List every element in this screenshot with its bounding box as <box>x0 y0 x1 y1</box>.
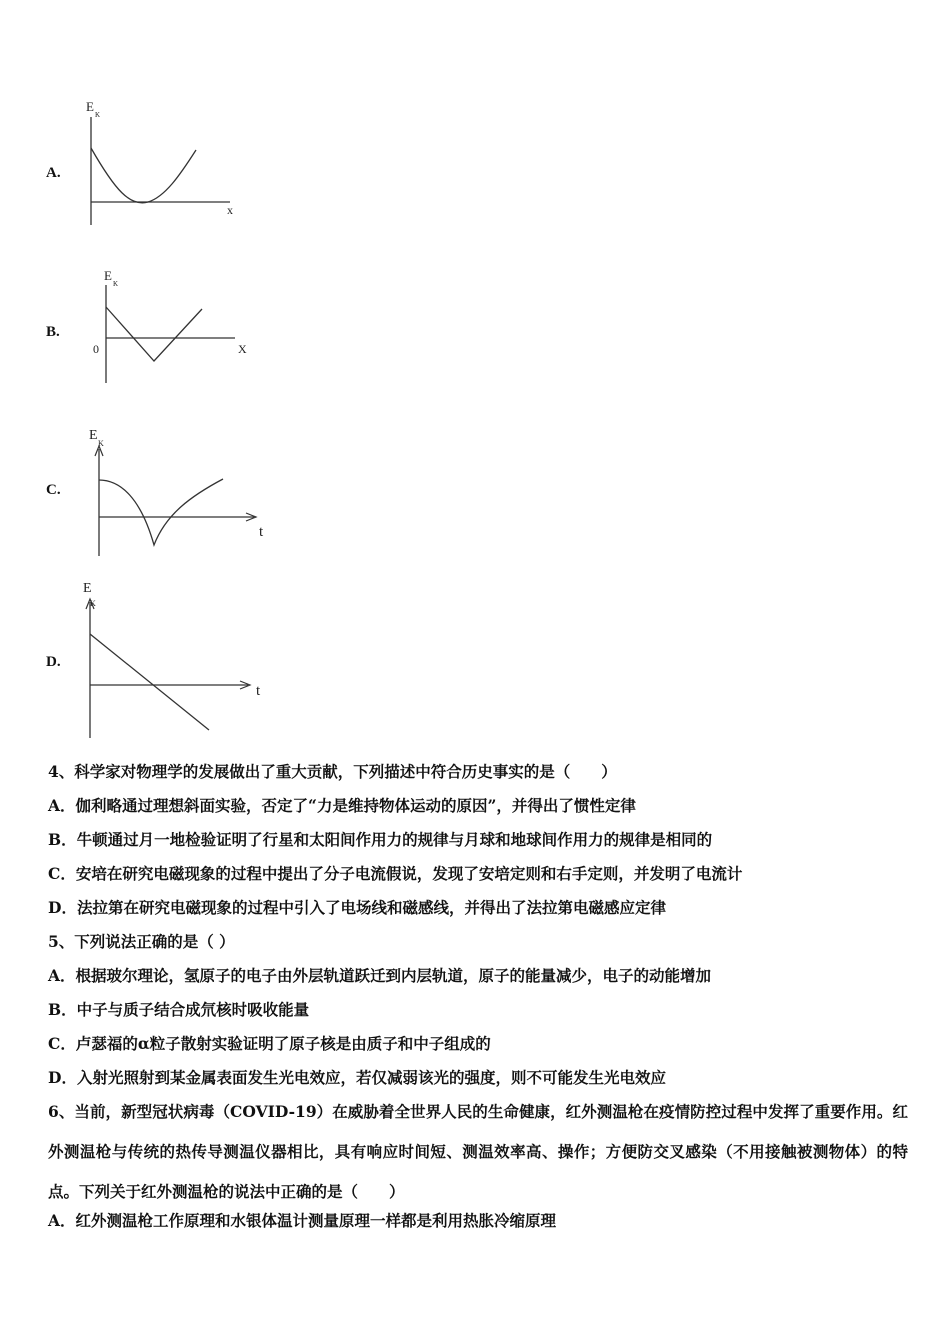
y-axis-label: E <box>89 428 98 443</box>
q5-option-d: D．入射光照射到某金属表面发生光电效应，若仅减弱该光的强度，则不可能发生光电效应 <box>48 1068 666 1087</box>
x-axis-label: t <box>259 524 264 540</box>
x-axis-label: X <box>238 342 247 356</box>
q5-option-c: C．卢瑟福的α粒子散射实验证明了原子核是由质子和中子组成的 <box>48 1034 491 1053</box>
ek-curve <box>99 479 223 545</box>
q5-option-a: A．根据玻尔理论，氢原子的电子由外层轨道跃迁到内层轨道，原子的能量减少，电子的动能增加 <box>48 966 712 985</box>
x-axis-label: x <box>227 203 233 217</box>
q5-stem: 5、下列说法正确的是（ ） <box>48 932 235 951</box>
q6-stem: 6、当前，新型冠状病毒（COVID-19）在威胁着全世界人民的生命健康，红外测温枪在疫情防控过程中发挥了重要作用。红外测温枪与传统的热传导测温仪器相比，具有响应时间短、测温效率高、操作；方便防交叉感染（不用接触被测物体）的特点。下列关于红外测温枪的说法中正确的是（ ） <box>48 1102 908 1201</box>
y-axis-label: E <box>104 268 112 283</box>
q4-option-b: B．牛顿通过月一地检验证明了行星和太阳间作用力的规律与月球和地球间作用力的规律是相同的 <box>48 830 713 849</box>
q4-option-a: A．伽利略通过理想斜面实验，否定了“力是维持物体运动的原因”，并得出了惯性定律 <box>48 796 636 815</box>
q4-stem: 4、科学家对物理学的发展做出了重大贡献，下列描述中符合历史事实的是（ ） <box>48 762 617 781</box>
y-axis-subscript: K <box>95 111 101 119</box>
option-a-label: A. <box>46 165 61 181</box>
option-d-graph <box>80 578 280 744</box>
y-axis-label: E <box>86 99 94 114</box>
option-c-label: C. <box>46 482 61 498</box>
q5-option-b: B．中子与质子结合成氘核时吸收能量 <box>48 1000 310 1019</box>
option-a-graph <box>80 95 250 234</box>
option-b-label: B. <box>46 324 60 340</box>
y-axis-subscript: K <box>90 599 96 608</box>
x-axis-label: t <box>256 683 261 699</box>
option-d-label: D. <box>46 654 61 670</box>
ek-curve <box>106 307 202 361</box>
option-c-graph <box>86 424 276 563</box>
y-axis-subscript: K <box>113 280 119 288</box>
q4-option-d: D．法拉第在研究电磁现象的过程中引入了电场线和磁感线，并得出了法拉第电磁感应定律 <box>48 898 666 917</box>
ek-curve <box>91 148 196 203</box>
q4-option-c: C．安培在研究电磁现象的过程中提出了分子电流假说，发现了安培定则和右手定则，并发明了电流计 <box>48 864 743 883</box>
q6-option-a: A．红外测温枪工作原理和水银体温计测量原理一样都是利用热胀冷缩原理 <box>48 1211 557 1230</box>
y-axis-subscript: K <box>98 439 104 448</box>
ek-line <box>90 634 209 730</box>
origin-label: 0 <box>93 342 99 356</box>
y-axis-label: E <box>83 581 92 596</box>
option-b-graph <box>88 265 258 394</box>
